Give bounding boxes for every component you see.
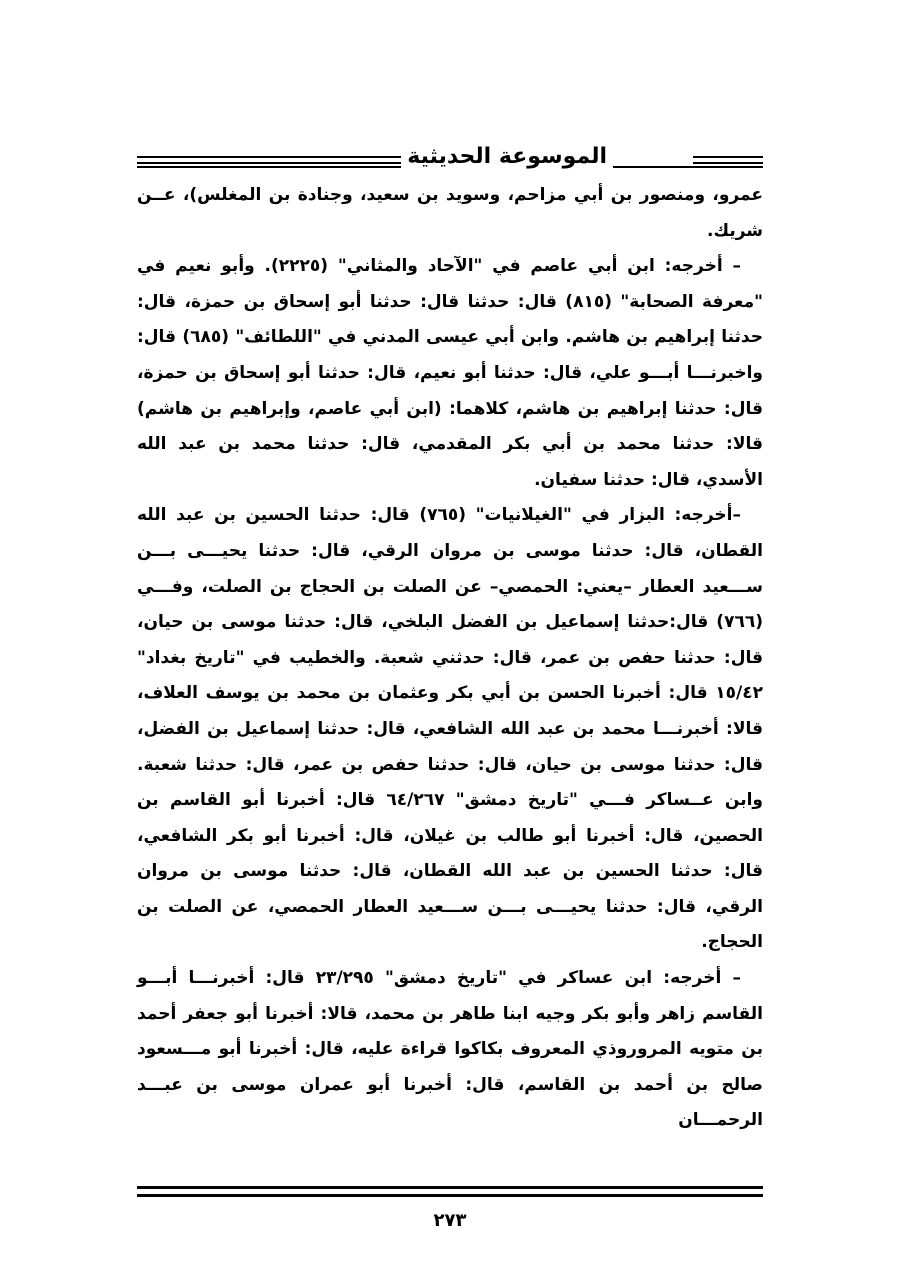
paragraph-takhrij-2: –أخرجه: البزار في "الغيلانيات" (٧٦٥) قال: حدثنا الحسين بن عبد الله القطان، قال: حدثنا موسى بن مروان الرقي، قال: حدثنا يحيـــى بـــن ســـعيد العطار –يعني: الحمصي– عن الصلت بن الحجاج بن الصلت، وفـــي (٧٦٦) قال:حدثنا إسماعيل بن الفضل البلخي، قال: حدثنا موسى بن حيان، قال: حدثنا حفص بن عمر، قال: حدثني شعبة. والخطيب في "تاريخ بغداد" ١٥/٤٢ قال: أخبرنا الحسن بن أبي بكر وعثمان بن محمد بن يوسف العلاف، قالا: أخبرنـــا محمد بن عبد الله الشافعي، قال: حدثنا إسماعيل بن الفضل، قال: حدثنا موسى بن حيان، قال: حدثنا حفص بن عمر، قال: حدثنا شعبة. وابن عــساكر فـــي "تاريخ دمشق" ٦٤/٢٦٧ قال: أخبرنا أبو القاسم بن الحصين، قال: أخبرنا أبو طالب بن غيلان، قال: أخبرنا أبو بكر الشافعي، قال: حدثنا الحسين بن عبد الله القطان، قال: حدثنا موسى بن مروان الرقي، قال: حدثنا يحيـــى بـــن ســـعيد العطار الحمصي، عن الصلت بن الحجاج. <box>137 505 763 953</box>
page-number: ٢٧٣ <box>433 1210 467 1231</box>
footer-rule-thin <box>137 1196 763 1197</box>
page-title: الموسوعة الحديثية <box>401 140 613 174</box>
header-rule-right <box>693 156 763 164</box>
paragraph-takhrij-1: – أخرجه: ابن أبي عاصم في "الآحاد والمثاني" (٢٢٢٥). وأبو نعيم في "معرفة الصحابة" (٨١٥) قال: حدثنا قال: حدثنا أبو إسحاق بن حمزة، قال: حدثنا إبراهيم بن هاشم. وابن أبي عيسى المدني في "اللطائف" (٦٨٥) قال: واخبرنـــا أبـــو علي، قال: حدثنا أبو نعيم، قال: حدثنا أبو إسحاق بن حمزة، قال: حدثنا إبراهيم بن هاشم، كلاهما: (ابن أبي عاصم، وإبراهيم بن هاشم) قالا: حدثنا محمد بن أبي بكر المقدمي، قال: حدثنا محمد بن عبد الله الأسدي، قال: حدثنا سفيان. <box>137 256 763 490</box>
page-header <box>137 140 763 180</box>
paragraph-continuation: عمرو، ومنصور بن أبي مزاحم، وسويد بن سعيد، وجنادة بن المغلس)، عــن شريك. <box>137 185 763 241</box>
document-page <box>137 140 763 1250</box>
page-body <box>137 178 763 1139</box>
paragraph-takhrij-3: – أخرجه: ابن عساكر في "تاريخ دمشق" ٢٣/٢٩٥ قال: أخبرنـــا أبـــو القاسم زاهر وأبو بكر وجيه ابنا طاهر بن محمد، قالا: أخبرنا أبو جعفر أحمد بن متويه المروروذي المعروف بكاكوا قراءة عليه، قال: أخبرنا أبو مـــسعود صالح بن أحمد بن القاسم، قال: أخبرنا أبو عمران موسى بن عبـــد الرحمـــان <box>137 968 763 1131</box>
footer-rule <box>137 1186 763 1196</box>
